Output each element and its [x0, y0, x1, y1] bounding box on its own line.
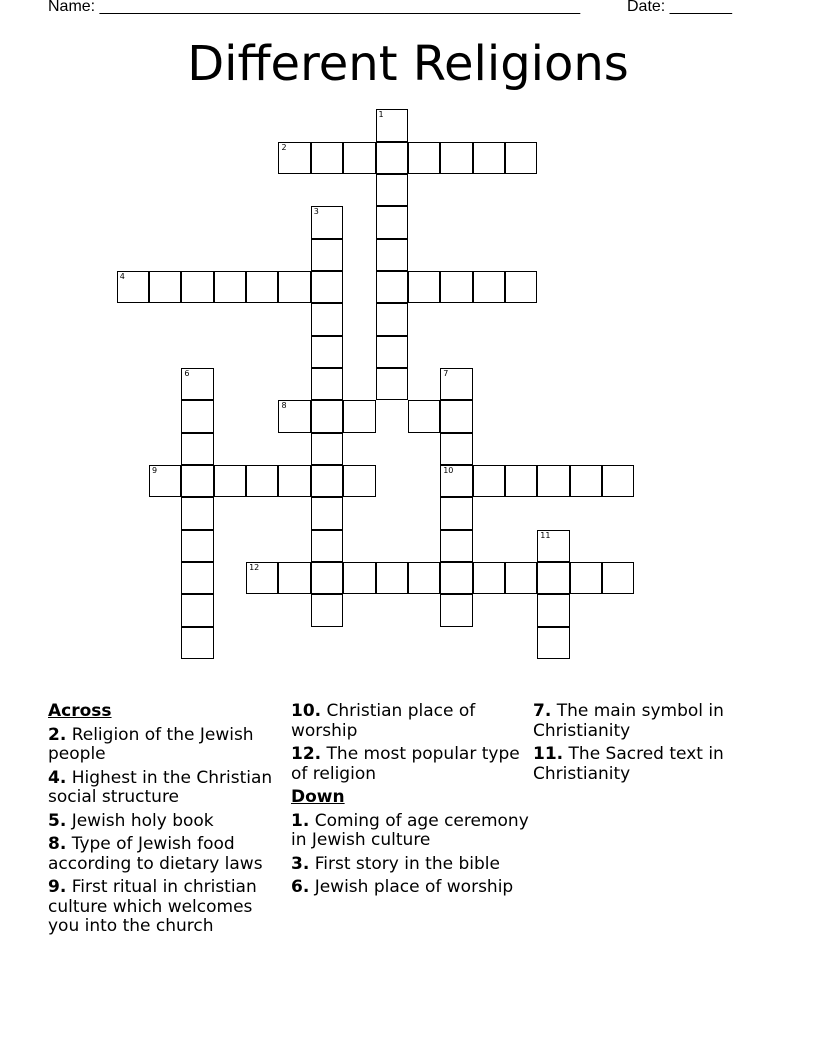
clue-text: Type of Jewish food according to dietary laws: [48, 834, 263, 874]
grid-cell[interactable]: [376, 336, 408, 368]
grid-cell[interactable]: [440, 400, 472, 432]
clue-text: The Sacred text in Christianity: [533, 744, 724, 784]
grid-cell[interactable]: [440, 433, 472, 465]
grid-cell[interactable]: [376, 109, 408, 141]
grid-cell[interactable]: [181, 368, 213, 400]
across-heading: Across: [48, 701, 112, 721]
grid-cell[interactable]: [311, 368, 343, 400]
grid-cell[interactable]: [311, 271, 343, 303]
grid-cell[interactable]: [537, 562, 569, 594]
grid-cell[interactable]: [278, 142, 310, 174]
cell-number: 1: [378, 110, 384, 120]
grid-cell[interactable]: [602, 562, 634, 594]
clue-number: 4.: [48, 767, 67, 788]
grid-cell[interactable]: [440, 594, 472, 626]
grid-cell[interactable]: [408, 271, 440, 303]
clue-text: The main symbol in Christianity: [533, 701, 724, 741]
clue-across-5: [48, 812, 288, 832]
grid-cell[interactable]: [376, 271, 408, 303]
grid-cell[interactable]: [343, 400, 375, 432]
grid-cell[interactable]: [473, 465, 505, 497]
grid-cell[interactable]: [440, 465, 472, 497]
grid-cell[interactable]: [181, 594, 213, 626]
grid-cell[interactable]: [117, 271, 149, 303]
grid-cell[interactable]: [505, 271, 537, 303]
clue-number: 11.: [533, 744, 564, 764]
clue-text: Christian place of worship: [291, 701, 476, 741]
grid-cell[interactable]: [311, 400, 343, 432]
grid-cell[interactable]: [149, 465, 181, 497]
grid-cell[interactable]: [473, 271, 505, 303]
clue-number: 1.: [291, 810, 310, 831]
grid-cell[interactable]: [181, 433, 213, 465]
clue-down-3: [291, 855, 531, 875]
grid-cell[interactable]: [278, 271, 310, 303]
grid-cell[interactable]: [311, 465, 343, 497]
grid-cell[interactable]: [181, 562, 213, 594]
cell-number: 6: [184, 369, 190, 378]
clue-text: Religion of the Jewish people: [48, 724, 254, 764]
clue-across-2: [48, 726, 288, 765]
clue-text: Coming of age ceremony in Jewish culture: [291, 810, 529, 850]
grid-cell[interactable]: [246, 271, 278, 303]
clue-number: 9.: [48, 877, 67, 897]
grid-cell[interactable]: [440, 497, 472, 529]
page-title: Different Religions: [187, 36, 629, 92]
grid-cell[interactable]: [181, 271, 213, 303]
grid-cell[interactable]: [246, 465, 278, 497]
cell-number: 9: [152, 466, 158, 476]
date-line: Date: _______: [627, 0, 732, 15]
grid-cell[interactable]: [376, 142, 408, 174]
clue-across-8: [48, 835, 288, 874]
grid-cell[interactable]: [440, 562, 472, 594]
grid-cell[interactable]: [440, 142, 472, 174]
clue-text: Jewish holy book: [71, 810, 214, 831]
cell-number: 8: [281, 401, 287, 411]
grid-cell[interactable]: [311, 433, 343, 465]
clue-down-11: [533, 745, 773, 784]
grid-cell[interactable]: [311, 239, 343, 271]
grid-cell[interactable]: [537, 530, 569, 562]
grid-cell[interactable]: [181, 497, 213, 529]
grid-cell[interactable]: [278, 400, 310, 432]
grid-cell[interactable]: [311, 303, 343, 335]
clue-number: 10.: [291, 701, 322, 721]
clue-text: Jewish place of worship: [314, 877, 514, 897]
clue-number: 6.: [291, 877, 310, 897]
grid-cell[interactable]: [537, 627, 569, 659]
grid-cell[interactable]: [570, 562, 602, 594]
clue-column-1: [48, 702, 288, 941]
grid-cell[interactable]: [408, 400, 440, 432]
grid-cell[interactable]: [505, 465, 537, 497]
clue-number: 2.: [48, 724, 67, 745]
grid-cell[interactable]: [311, 206, 343, 238]
grid-cell[interactable]: [149, 271, 181, 303]
grid-cell[interactable]: [440, 368, 472, 400]
clue-down-7: [533, 702, 773, 741]
clue-column-2: [291, 702, 531, 902]
grid-cell[interactable]: [343, 562, 375, 594]
grid-cell[interactable]: [311, 594, 343, 626]
clue-number: 3.: [291, 853, 310, 874]
clue-number: 12.: [291, 744, 322, 764]
clue-across-12: [291, 745, 531, 784]
grid-cell[interactable]: [311, 142, 343, 174]
grid-cell[interactable]: [181, 627, 213, 659]
grid-cell[interactable]: [537, 465, 569, 497]
grid-cell[interactable]: [246, 562, 278, 594]
grid-cell[interactable]: [311, 562, 343, 594]
grid-cell[interactable]: [181, 530, 213, 562]
grid-cell[interactable]: [311, 530, 343, 562]
clue-text: The most popular type of religion: [291, 744, 520, 784]
grid-cell[interactable]: [505, 142, 537, 174]
clue-text: Highest in the Christian social structure: [48, 767, 273, 807]
cell-number: 11: [540, 530, 551, 540]
clue-down-6: [291, 878, 531, 898]
down-heading: Down: [291, 787, 345, 807]
clue-across-10: [291, 702, 531, 741]
clue-number: 5.: [48, 810, 67, 831]
clue-number: 8.: [48, 834, 67, 854]
grid-cell[interactable]: [181, 400, 213, 432]
clue-text: First story in the bible: [314, 853, 500, 874]
grid-cell[interactable]: [343, 142, 375, 174]
cell-number: 12: [249, 563, 260, 573]
grid-cell[interactable]: [570, 465, 602, 497]
clue-across-9: [48, 878, 288, 937]
clue-down-1: [291, 812, 531, 851]
grid-cell[interactable]: [214, 465, 246, 497]
grid-cell[interactable]: [505, 562, 537, 594]
grid-cell[interactable]: [408, 142, 440, 174]
grid-cell[interactable]: [343, 465, 375, 497]
grid-cell[interactable]: [473, 562, 505, 594]
grid-cell[interactable]: [440, 271, 472, 303]
grid-cell[interactable]: [376, 206, 408, 238]
grid-cell[interactable]: [376, 303, 408, 335]
cell-number: 2: [281, 142, 287, 152]
grid-cell[interactable]: [278, 465, 310, 497]
cell-number: 7: [443, 369, 449, 378]
cell-number: 10: [443, 466, 454, 476]
grid-cell[interactable]: [473, 142, 505, 174]
cell-number: 3: [313, 207, 319, 217]
cell-number: 4: [119, 271, 125, 281]
grid-cell[interactable]: [376, 368, 408, 400]
grid-cell[interactable]: [311, 336, 343, 368]
clue-across-4: [48, 769, 288, 808]
grid-cell[interactable]: [376, 174, 408, 206]
grid-cell[interactable]: [537, 594, 569, 626]
name-line: Name: ______________________________________________________: [48, 0, 581, 15]
grid-cell[interactable]: [181, 465, 213, 497]
grid-cell[interactable]: [214, 271, 246, 303]
clue-text: First ritual in christian culture which welcomes you into the church: [48, 877, 257, 936]
clue-number: 7.: [533, 701, 552, 721]
clue-column-3: [533, 702, 773, 788]
grid-cell[interactable]: [440, 530, 472, 562]
grid-cell[interactable]: [278, 562, 310, 594]
grid-cell[interactable]: [408, 562, 440, 594]
grid-cell[interactable]: [376, 239, 408, 271]
grid-cell[interactable]: [602, 465, 634, 497]
grid-cell[interactable]: [376, 562, 408, 594]
grid-cell[interactable]: [311, 497, 343, 529]
